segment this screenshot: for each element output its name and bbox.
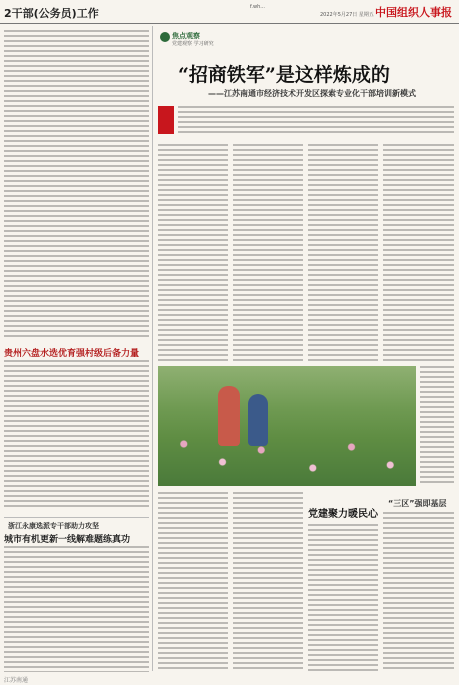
- header-divider: [0, 23, 459, 24]
- lower-col-2: [233, 492, 303, 672]
- right-title: “三区”强即基层: [388, 499, 447, 508]
- left-sub-heading: 浙江永康选派专干部助力攻坚: [8, 522, 99, 530]
- lower-col-3: [308, 524, 378, 672]
- feature-photo: [158, 366, 416, 486]
- body-col-3: [308, 144, 378, 362]
- body-col-2: [233, 144, 303, 362]
- lower-col-1: [158, 492, 228, 672]
- left-text-block-3: [4, 546, 149, 672]
- feature-subtitle: ——江苏南通市经济技术开发区探索专业化干部培训新模式: [208, 89, 416, 98]
- photo-caption: [420, 366, 454, 486]
- lead-paragraph: [178, 106, 454, 136]
- lead-tag: [158, 106, 174, 134]
- left-text-block-2: [4, 360, 149, 510]
- body-col-4: [383, 144, 454, 362]
- photo-person: [218, 386, 240, 446]
- left-headline: 贵州六盘水选优育强村级后备力量: [4, 349, 140, 359]
- section-header: [0, 0, 459, 24]
- left-headline-2: 城市有机更新一线解难题练真功: [4, 535, 131, 545]
- body-col-1: [158, 144, 228, 362]
- feature-column-sub: 党建观察 学习研究: [172, 41, 214, 47]
- photo-flowers: [158, 426, 416, 486]
- lower-col-4: [383, 512, 454, 672]
- left-divider: [4, 517, 149, 518]
- bottom-headline: 党建聚力暖民心: [308, 509, 378, 520]
- masthead: 中国组织人事报: [375, 6, 452, 19]
- feature-column-badge: [160, 32, 170, 42]
- feature-title: “招商铁军”是这样炼成的: [178, 64, 390, 86]
- header-url: f.wh...: [250, 4, 266, 10]
- header-date: 2022年5月27日 星期五: [320, 12, 374, 18]
- section-title: 2干部(公务员)工作: [4, 7, 99, 20]
- photo-person: [248, 394, 268, 446]
- feature-column-label: 焦点观察: [172, 32, 200, 40]
- left-text-block-1: [4, 30, 149, 338]
- column-divider: [152, 26, 153, 671]
- footer-logo: 江苏南通: [4, 677, 29, 684]
